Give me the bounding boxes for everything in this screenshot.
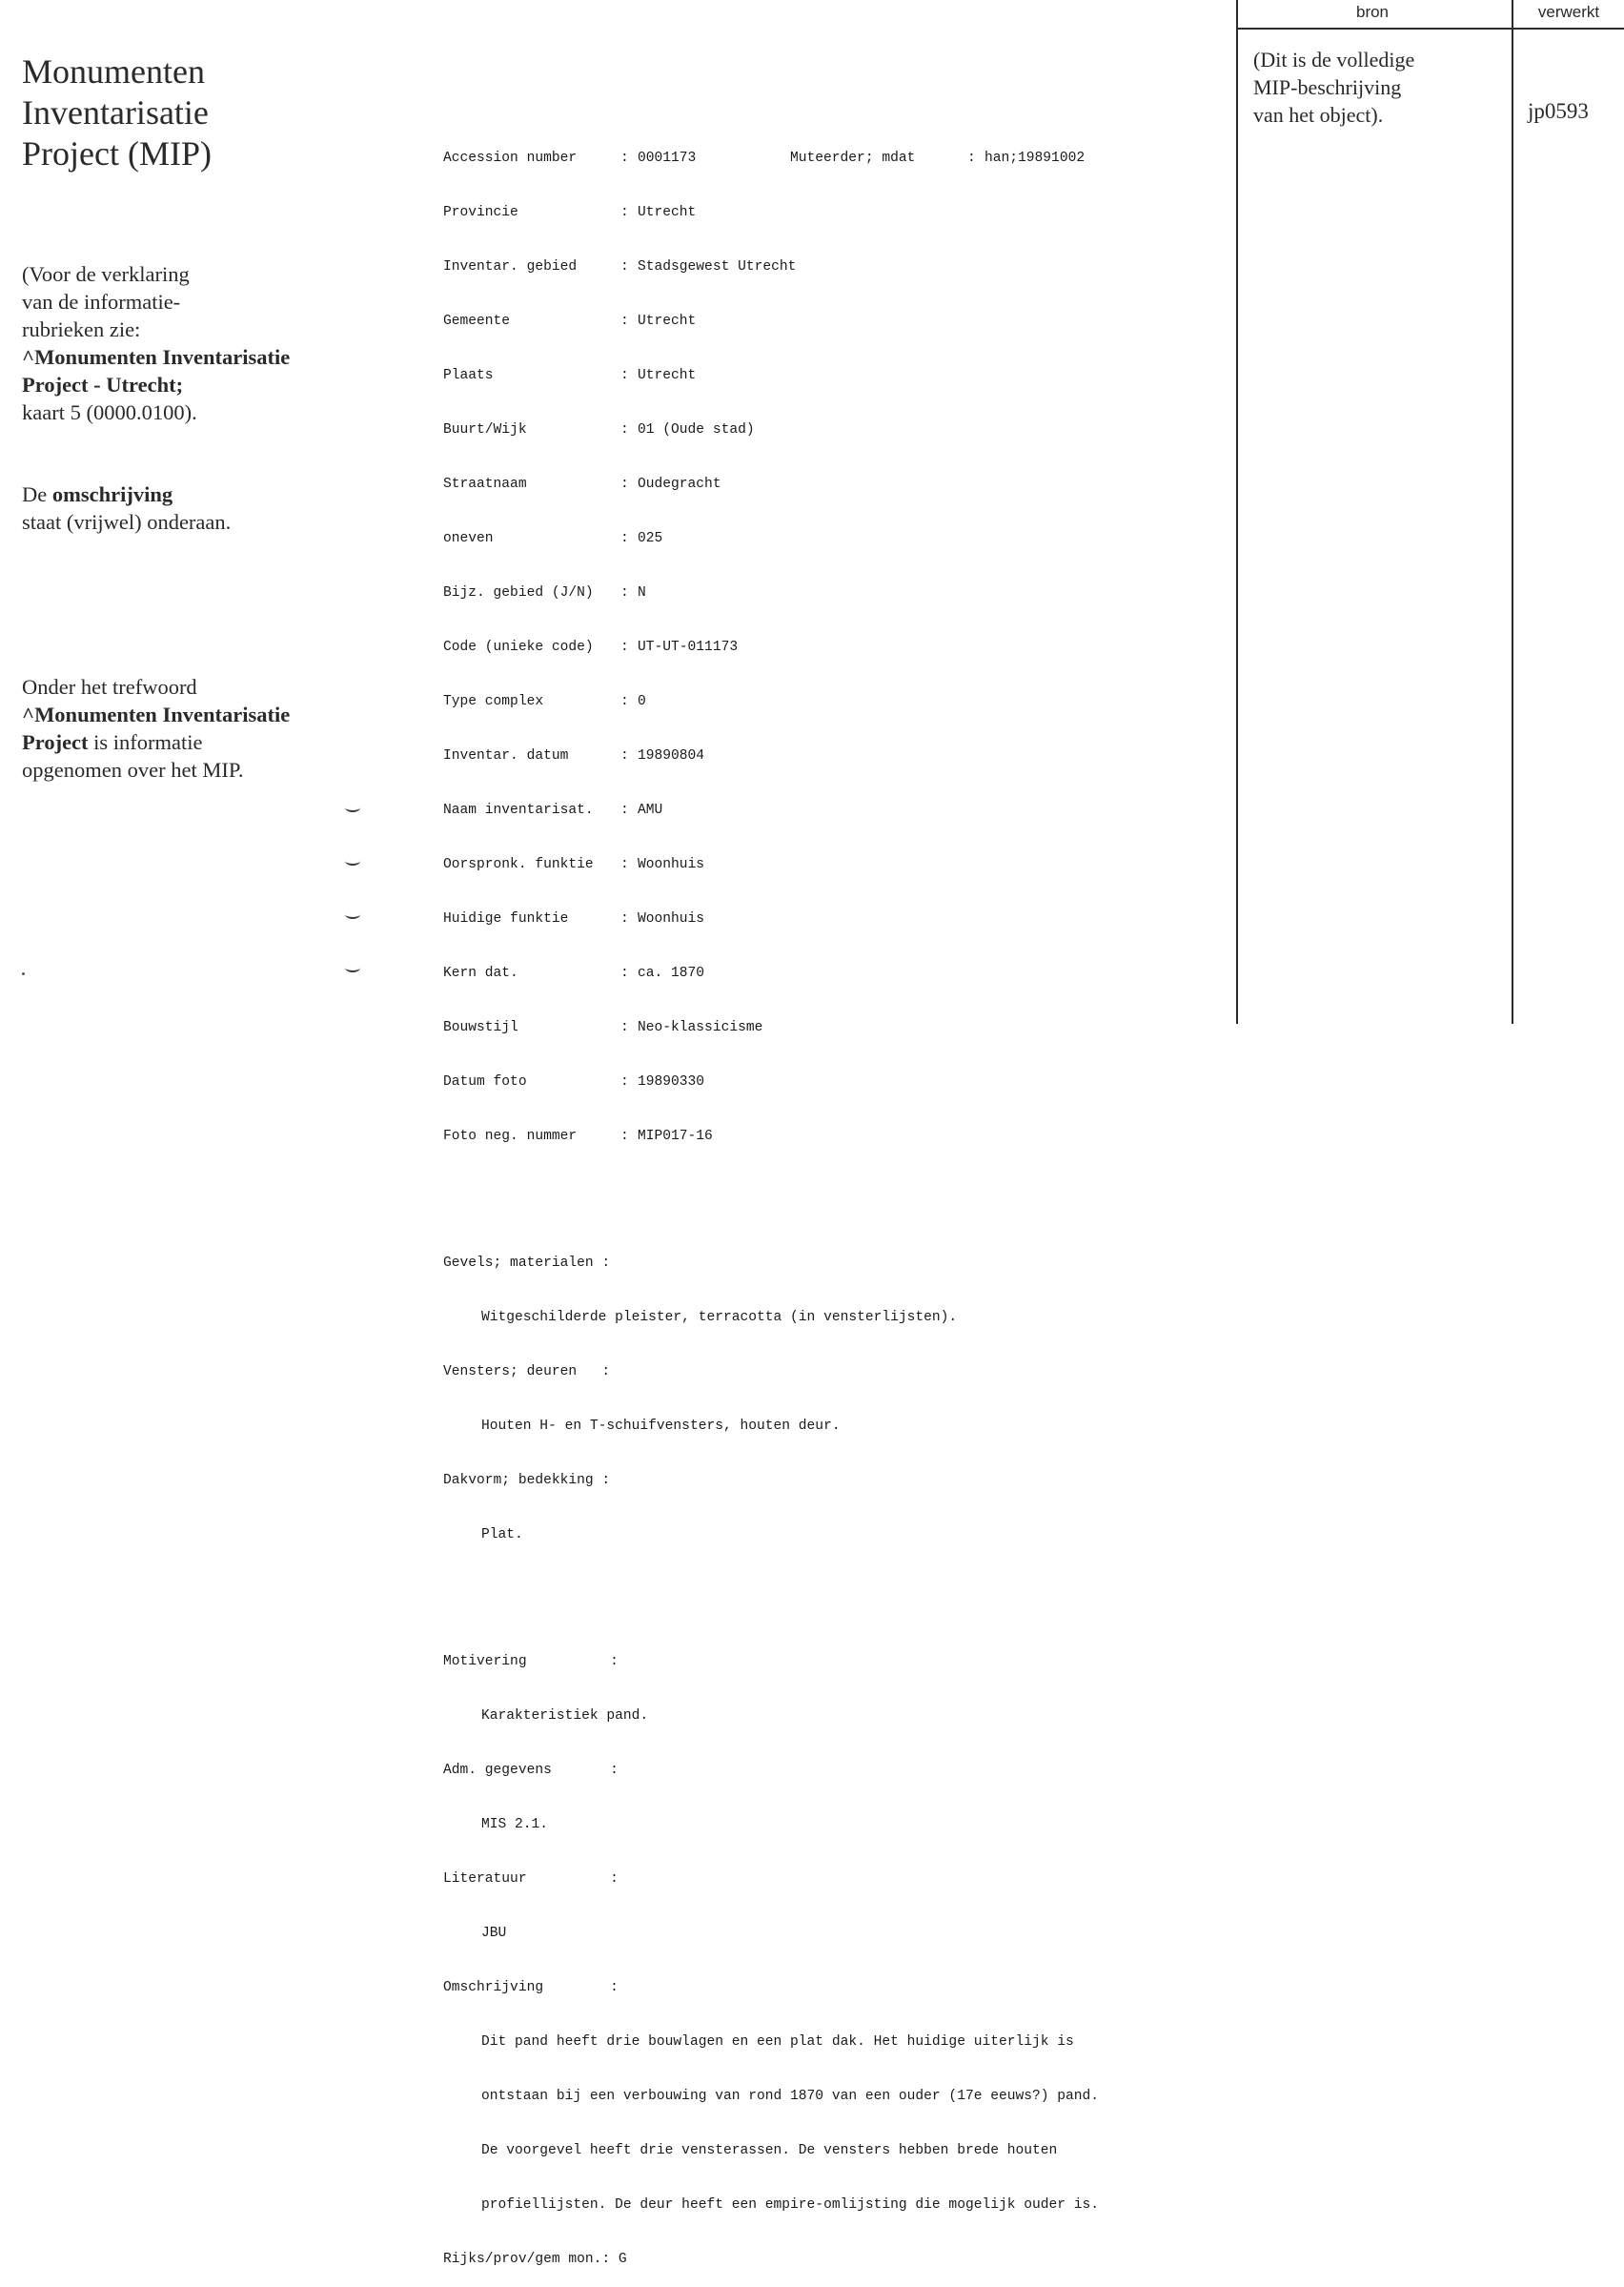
column-divider-left	[1236, 0, 1238, 1024]
field-label: Plaats	[443, 368, 494, 383]
field-label: Foto neg. nummer	[443, 1129, 578, 1144]
explanation-line: van de informatie-	[22, 290, 181, 314]
field-label: Code (unieke code)	[443, 640, 594, 655]
description-line: staat (vrijwel) onderaan.	[22, 510, 232, 534]
keyword-reference: ^Monumenten Inventarisatie	[22, 703, 291, 726]
field-label: Accession number	[443, 151, 578, 166]
omschrijving-line: De voorgevel heeft drie vensterassen. De vensters hebben brede houten	[481, 2143, 1058, 2158]
bron-header: bron	[1355, 3, 1390, 21]
literatuur-label: Literatuur :	[443, 1871, 619, 1887]
field-label: Provincie	[443, 205, 518, 220]
record-row: Huidige funktie : Woonhuis	[443, 911, 705, 927]
vensters-text: Houten H- en T-schuifvensters, houten deur.	[481, 1419, 841, 1434]
record-row: Straatnaam : Oudegracht	[443, 477, 721, 492]
gevels-text: Witgeschilderde pleister, terracotta (in vensterlijsten).	[481, 1310, 958, 1325]
description-pre: De	[22, 482, 52, 506]
bron-line: MIP-beschrijving	[1253, 75, 1402, 99]
explanation-line: rubrieken zie:	[22, 317, 141, 341]
dakvorm-label: Dakvorm; bedekking :	[443, 1473, 611, 1488]
field-value: 0	[638, 694, 646, 709]
punch-mark	[345, 963, 360, 972]
field-label: oneven	[443, 531, 494, 546]
title-line-2: Inventarisatie	[22, 93, 209, 132]
punch-mark	[345, 856, 360, 866]
field-value: Neo-klassicisme	[638, 1020, 763, 1035]
field-label: Bijz. gebied (J/N)	[443, 585, 594, 601]
bron-line: van het object).	[1253, 103, 1384, 127]
field-value: N	[638, 585, 646, 601]
record-row: Provincie : Utrecht	[443, 205, 697, 220]
record-row: Naam inventarisat. : AMU	[443, 803, 663, 818]
omschrijving-line: ontstaan bij een verbouwing van rond 1870 van een ouder (17e eeuws?) pand.	[481, 2089, 1100, 2104]
field-value: Utrecht	[638, 368, 697, 383]
field-value: AMU	[638, 803, 663, 818]
adm-text: MIS 2.1.	[481, 1817, 549, 1832]
adm-label: Adm. gegevens :	[443, 1763, 619, 1778]
field-value: 19890330	[638, 1074, 705, 1090]
record-row: Datum foto : 19890330	[443, 1074, 705, 1090]
rijks-status: Rijks/prov/gem mon.: G	[443, 2252, 627, 2267]
field-value: ca. 1870	[638, 966, 705, 981]
field-value: Stadsgewest Utrecht	[638, 259, 797, 275]
keyword-reference: Project	[22, 730, 89, 754]
omschrijving-label: Omschrijving :	[443, 1980, 619, 1995]
field-value: Woonhuis	[638, 857, 705, 872]
field-label: Straatnaam	[443, 477, 527, 492]
bron-line: (Dit is de volledige	[1253, 48, 1415, 71]
explanation-reference: Project - Utrecht;	[22, 373, 184, 397]
field-label: Naam inventarisat.	[443, 803, 594, 818]
scan-dot	[22, 972, 25, 975]
motivering-label: Motivering :	[443, 1654, 619, 1669]
punch-mark	[345, 909, 360, 919]
explanation-reference: ^Monumenten Inventarisatie	[22, 345, 291, 369]
record-row: Foto neg. nummer : MIP017-16	[443, 1129, 713, 1144]
keyword-note	[22, 673, 290, 784]
document-title	[22, 51, 308, 174]
mutator-label: Muteerder; mdat	[790, 151, 916, 166]
field-value: Woonhuis	[638, 911, 705, 927]
keyword-line: is informatie	[88, 730, 203, 754]
field-value: Utrecht	[638, 314, 697, 329]
field-label: Inventar. datum	[443, 748, 569, 764]
field-label: Kern dat.	[443, 966, 518, 981]
field-value: Utrecht	[638, 205, 697, 220]
punch-mark	[345, 803, 360, 812]
record-row: Accession number : 0001173 Muteerder; mdat : han;19891002	[443, 151, 1086, 166]
header-rule	[1236, 28, 1624, 30]
field-value: 19890804	[638, 748, 705, 764]
record-row: Buurt/Wijk : 01 (Oude stad)	[443, 422, 755, 438]
verwerkt-header: verwerkt	[1537, 3, 1600, 21]
field-value: UT-UT-011173	[638, 640, 739, 655]
field-label: Bouwstijl	[443, 1020, 518, 1035]
omschrijving-line: profiellijsten. De deur heeft een empire-omlijsting die mogelijk ouder is.	[481, 2197, 1100, 2213]
record-row: Bouwstijl : Neo-klassicisme	[443, 1020, 763, 1035]
field-label: Oorspronk. funktie	[443, 857, 594, 872]
keyword-line: Onder het trefwoord	[22, 675, 197, 699]
field-label: Type complex	[443, 694, 544, 709]
description-note	[22, 480, 231, 536]
verwerkt-code: jp0593	[1528, 99, 1589, 123]
column-divider-right	[1512, 0, 1513, 1024]
title-line-1: Monumenten	[22, 52, 205, 91]
record-row: Code (unieke code) : UT-UT-011173	[443, 640, 739, 655]
field-label: Datum foto	[443, 1074, 527, 1090]
vensters-label: Vensters; deuren :	[443, 1364, 611, 1379]
field-label: Huidige funktie	[443, 911, 569, 927]
description-keyword: omschrijving	[51, 482, 173, 506]
record-row: Plaats : Utrecht	[443, 368, 697, 383]
record-row: Type complex : 0	[443, 694, 646, 709]
record-row: Inventar. datum : 19890804	[443, 748, 705, 764]
explanation-line: (Voor de verklaring	[22, 262, 190, 286]
explanation-note	[22, 260, 290, 426]
record-row: Bijz. gebied (J/N) : N	[443, 585, 646, 601]
field-value: Oudegracht	[638, 477, 721, 492]
field-label: Buurt/Wijk	[443, 422, 527, 438]
record-row: Kern dat. : ca. 1870	[443, 966, 705, 981]
record-row: Inventar. gebied : Stadsgewest Utrecht	[443, 259, 797, 275]
keyword-line: opgenomen over het MIP.	[22, 758, 244, 782]
record-row: Gemeente : Utrecht	[443, 314, 697, 329]
field-value: MIP017-16	[638, 1129, 713, 1144]
title-line-3: Project (MIP)	[22, 134, 212, 173]
field-label: Gemeente	[443, 314, 511, 329]
record-block	[443, 113, 1099, 2287]
omschrijving-line: Dit pand heeft drie bouwlagen en een plat dak. Het huidige uiterlijk is	[481, 2034, 1074, 2050]
field-value: 01 (Oude stad)	[638, 422, 755, 438]
field-value: 025	[638, 531, 663, 546]
motivering-text: Karakteristiek pand.	[481, 1708, 649, 1724]
dakvorm-text: Plat.	[481, 1527, 523, 1542]
literatuur-text: JBU	[481, 1926, 507, 1941]
bron-note	[1253, 46, 1414, 129]
field-value: 0001173	[638, 151, 697, 166]
gevels-label: Gevels; materialen :	[443, 1256, 611, 1271]
explanation-line: kaart 5 (0000.0100).	[22, 400, 197, 424]
record-row: Oorspronk. funktie : Woonhuis	[443, 857, 705, 872]
record-row: oneven : 025	[443, 531, 663, 546]
mutator-value: han;19891002	[985, 151, 1086, 166]
field-label: Inventar. gebied	[443, 259, 578, 275]
